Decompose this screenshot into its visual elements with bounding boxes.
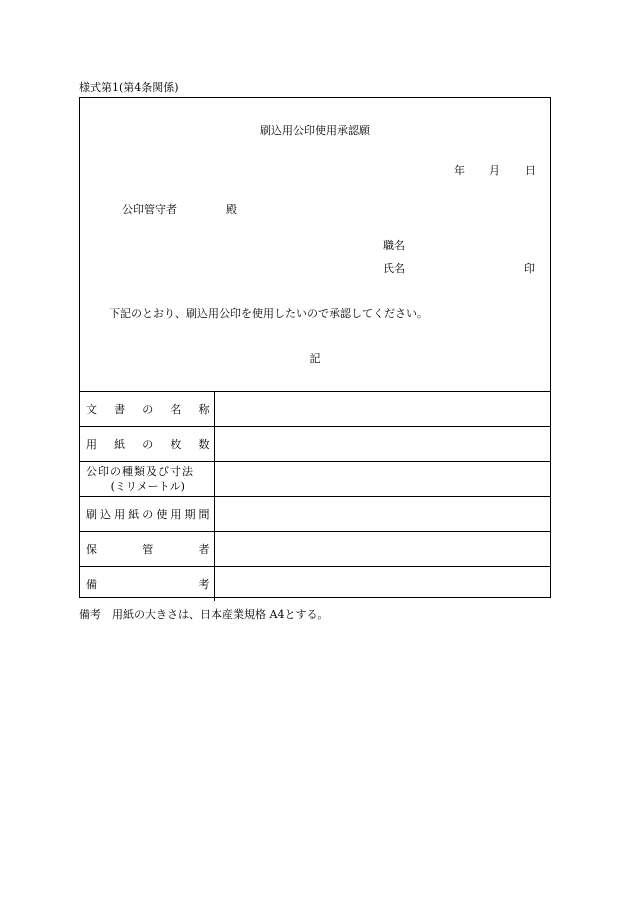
label-char: 込 (100, 508, 112, 521)
seal-mark: 印 (524, 262, 535, 275)
name-label: 氏名 (383, 262, 405, 275)
usage-period-label (80, 497, 214, 532)
details-table (80, 391, 550, 601)
label-char: 書 (114, 403, 126, 416)
table-row (80, 392, 550, 427)
date-day-label: 日 (525, 164, 536, 177)
date-month-label: 月 (489, 164, 500, 177)
addressee-honorific: 殿 (226, 203, 237, 216)
label-char: 用 (86, 438, 97, 451)
table-row (80, 427, 550, 462)
usage-period-value[interactable] (214, 497, 550, 532)
seal-type-size-label (80, 462, 214, 497)
document-name-value[interactable] (214, 392, 550, 427)
ki-heading: 記 (309, 352, 321, 365)
label-char: 管 (142, 543, 154, 556)
document-name-label (80, 392, 214, 427)
label-char: 称 (198, 403, 210, 416)
table-row (80, 532, 550, 567)
remarks-value[interactable] (214, 567, 550, 602)
custodian-label (80, 532, 214, 567)
custodian-value[interactable] (214, 532, 550, 567)
label-char: の (142, 438, 154, 451)
label-char: 紙 (114, 438, 126, 451)
form-header-section (80, 98, 550, 391)
label-char: 数 (198, 438, 210, 451)
table-row (80, 497, 550, 532)
label-char: の (142, 508, 154, 521)
sheet-count-label (80, 427, 214, 462)
label-char: 刷 (86, 508, 97, 521)
label-char: 用 (170, 508, 182, 521)
label-char: の (142, 403, 154, 416)
form-label: 様式第1(第4条関係) (79, 81, 179, 94)
label-char: 期 (184, 508, 196, 521)
paper-size-note: 備考 用紙の大きさは、日本産業規格 A4とする。 (79, 608, 329, 621)
request-body-text: 下記のとおり、刷込用公印を使用したいので承認してください。 (109, 307, 428, 320)
sheet-count-value[interactable] (214, 427, 550, 462)
remarks-label (80, 567, 214, 602)
label-char: 用 (114, 508, 126, 521)
seal-type-size-line2: (ミリメートル) (110, 480, 185, 493)
date-year-label: 年 (454, 164, 465, 177)
position-label: 職名 (383, 239, 405, 252)
label-char: 名 (170, 403, 182, 416)
form-title: 刷込用公印使用承認願 (260, 124, 370, 137)
application-form-frame (79, 97, 551, 598)
label-char: 保 (86, 543, 97, 556)
label-char: 備 (86, 578, 97, 591)
label-char: 者 (198, 543, 210, 556)
seal-type-size-value[interactable] (214, 462, 550, 497)
label-char: 枚 (170, 438, 182, 451)
table-row (80, 567, 550, 602)
label-char: 使 (156, 508, 168, 521)
label-char: 間 (198, 508, 210, 521)
seal-type-size-line1: 公印の種類及び寸法 (86, 465, 194, 478)
label-char: 文 (86, 403, 97, 416)
label-char: 考 (198, 578, 210, 591)
label-char: 紙 (128, 508, 140, 521)
table-row (80, 462, 550, 497)
addressee-name: 公印管守者 (122, 203, 177, 216)
